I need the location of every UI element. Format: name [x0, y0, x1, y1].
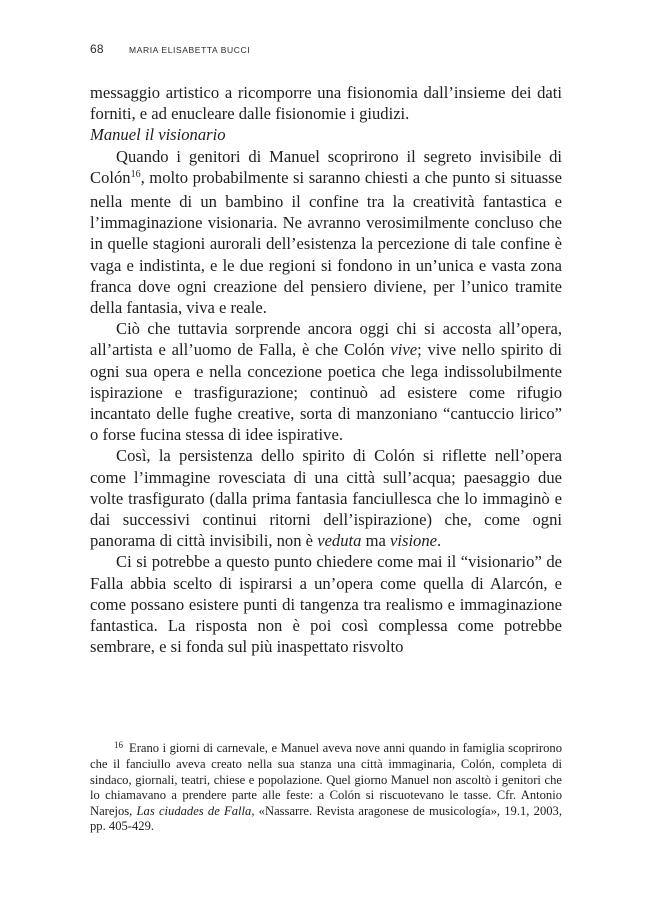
- paragraph-1-text-a: Quando i genitori di Manuel scoprirono il segreto invisibile di Colón: [90, 146, 562, 187]
- footnote-text-b: , «Nassarre. Revista aragonese de musicología», 19.1, 2003, pp. 405-429.: [90, 803, 562, 834]
- footnote-reference[interactable]: 16: [130, 168, 141, 180]
- section-title: Manuel il visionario: [90, 125, 226, 145]
- running-head: [90, 42, 250, 56]
- paragraph-continuation: messaggio artistico a ricomporre una fisionomia dall’insieme dei dati forniti, e ad enucleare dalle fisionomie i giudizi.: [90, 83, 562, 124]
- paragraph-3-emphasis-2: visione: [390, 531, 438, 551]
- footnote-16: [90, 741, 562, 834]
- paragraph-2-emphasis: vive: [390, 340, 418, 360]
- paragraph-4: Ci si potrebbe a questo punto chiedere come mai il “visionario” de Falla abbia scelto di ispirarsi a un’opera come quella di Alarcón, e come possano esistere punti di tangenza tra realismo e immaginazione fantastica. La risposta non è poi così complessa come potrebbe sembrare, e si fonda sul più inaspettato risvolto: [90, 552, 562, 657]
- paragraph-1: [90, 146, 562, 319]
- footnote-text-a: Erano i giorni di carnevale, e Manuel aveva nove anni quando in famiglia scoprirono che il fanciullo aveva creato nella sua stanza una città immaginaria, Colón, completa di sindaco, giornali, teatri, chiese e popolazione. Quel giorno Manuel non ascoltò i genitori che lo chiamavano a prendere parte alle feste: a Colón si riscuotevano le tasse. Cfr. Antonio Narejos,: [90, 741, 562, 818]
- footnote: [90, 741, 562, 834]
- paragraph-2: [90, 318, 562, 445]
- paragraph-2-text-b: ; vive nello spirito di ogni sua opera e nella concezione poetica che lega indissolubilmente ispirazione e trasfigurazione; continuò ad esistere come rifugio incantato delle fughe creative, sorta di manzoniano “cantuccio lirico” o forse fucina stessa di idee ispirative.: [90, 340, 562, 445]
- page-number: 68: [90, 42, 104, 56]
- paragraph-3: [90, 445, 562, 551]
- paragraph-2-text-a: Ciò che tuttavia sorprende ancora oggi chi si accosta all’opera, all’artista e all’uomo de Falla, è che Colón: [90, 319, 562, 360]
- paragraph-3-text-a: Così, la persistenza dello spirito di Colón si riflette nell’opera come l’immagine rovesciata di una città sull’acqua; paesaggio due volte trasfigurato (dalla prima fantasia fanciullesca che lo immaginò e dai successivi continui ritorni dell’ispirazione) che, come ogni panorama di città invisibili, non è: [90, 446, 562, 551]
- footnote-emphasis: Las ciudades de Falla: [136, 803, 252, 818]
- body-text: [90, 82, 562, 657]
- paragraph-3-text-mid: ma: [361, 531, 391, 551]
- paragraph-1-text-b: , molto probabilmente si saranno chiesti a che punto si situasse nella mente di un bambino il confine tra la creatività fantastica e l’immaginazione visionaria. Ne avranno verosimilmente concluso che in quelle stagioni aurorali dell’esistenza la percezione di tale confine è vaga e indistinta, e le due regioni si fondono in un’unica e vasta zona franca dove ogni creazione del pensiero diviene, per l’unico tramite della fantasia, viva e reale.: [90, 167, 562, 318]
- running-head-author: MARIA ELISABETTA BUCCI: [129, 45, 251, 55]
- paragraph-3-emphasis-1: veduta: [317, 531, 362, 551]
- footnote-mark: 16: [114, 740, 123, 750]
- paragraph-3-text-end: .: [437, 531, 442, 551]
